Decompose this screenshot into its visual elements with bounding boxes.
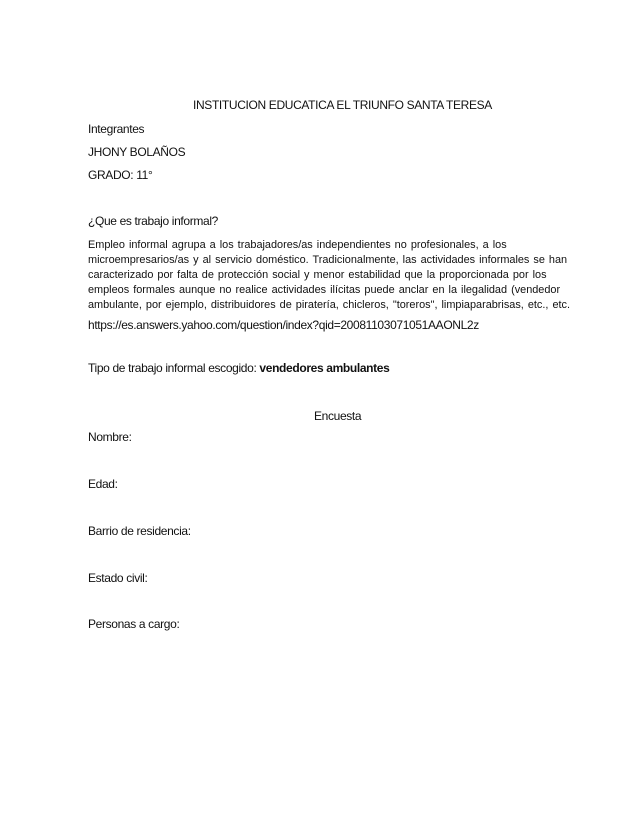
chosen-type-line (88, 361, 389, 375)
survey-field-name: Nombre: (88, 430, 132, 444)
chosen-type-value: vendedores ambulantes (259, 361, 390, 375)
members-label: Integrantes (88, 122, 145, 136)
survey-field-dependents: Personas a cargo: (88, 617, 180, 631)
survey-field-civil-status: Estado civil: (88, 571, 148, 585)
survey-field-age: Edad: (88, 477, 118, 491)
question-heading: ¿Que es trabajo informal? (88, 214, 218, 228)
chosen-type-label: Tipo de trabajo informal escogido: (88, 361, 260, 375)
definition-line: Empleo informal agrupa a los trabajadores/as independientes no profesionales, a los (88, 239, 507, 251)
survey-title: Encuesta (314, 409, 362, 423)
definition-line: microempresarios/as y al servicio doméstico. Tradicionalmente, las actividades informales se han (88, 254, 568, 266)
definition-line: ambulante, por ejemplo, distribuidores de piratería, chicleros, "toreros", limpiaparabrisas, etc., etc. (88, 299, 571, 311)
grade-line: GRADO: 11° (88, 168, 153, 182)
student-name: JHONY BOLAÑOS (88, 145, 186, 159)
definition-line: caracterizado por falta de protección social y menor estabilidad que la proporcionada por los (88, 269, 547, 281)
source-url: https://es.answers.yahoo.com/question/index?qid=20081103071051AAONL2z (88, 318, 479, 332)
survey-field-neighborhood: Barrio de residencia: (88, 524, 191, 538)
definition-line: empleos formales aunque no realice actividades ilícitas puede anclar en la ilegalidad (vendedor (88, 284, 561, 296)
document-heading: INSTITUCION EDUCATICA EL TRIUNFO SANTA TERESA (193, 98, 492, 112)
